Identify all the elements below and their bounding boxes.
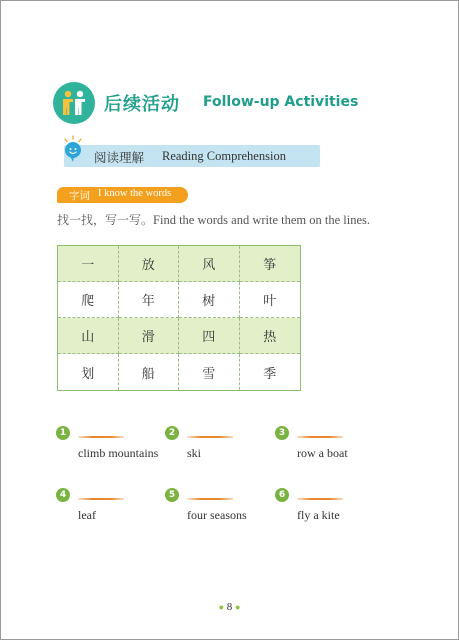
item-number: 1 xyxy=(56,426,70,440)
grid-cell: 四 xyxy=(179,318,240,354)
answer-item xyxy=(165,426,275,466)
grid-cell: 热 xyxy=(240,318,301,354)
answer-blank[interactable] xyxy=(78,436,124,438)
reading-title-en: Reading Comprehension xyxy=(162,149,286,163)
grid-cell: 船 xyxy=(119,354,180,390)
word-tag xyxy=(57,187,188,203)
item-word: four seasons xyxy=(187,508,247,522)
lightbulb-icon xyxy=(60,135,86,165)
grid-cell: 树 xyxy=(179,282,240,318)
item-word: row a boat xyxy=(297,446,348,460)
instruction xyxy=(57,211,370,228)
item-word: leaf xyxy=(78,508,96,522)
dot-left-icon: ● xyxy=(218,602,224,612)
grid-cell: 一 xyxy=(58,246,119,282)
item-number: 2 xyxy=(165,426,179,440)
item-number: 4 xyxy=(56,488,70,502)
answer-item xyxy=(56,426,166,466)
grid-cell: 放 xyxy=(119,246,180,282)
item-number: 6 xyxy=(275,488,289,502)
answer-blank[interactable] xyxy=(187,436,233,438)
item-number: 5 xyxy=(165,488,179,502)
reading-title-cn: 阅读理解 xyxy=(94,150,145,165)
grid-cell: 爬 xyxy=(58,282,119,318)
grid-cell: 雪 xyxy=(179,354,240,390)
grid-cell: 筝 xyxy=(240,246,301,282)
dot-right-icon: ● xyxy=(235,602,241,612)
page-number xyxy=(0,601,459,613)
answer-item xyxy=(165,488,275,528)
item-word: climb mountains xyxy=(78,446,159,460)
instruction-en: Find the words and write them on the lines. xyxy=(153,213,370,227)
tag-label-cn: 字词 xyxy=(69,190,90,202)
answer-item xyxy=(275,426,385,466)
item-word: ski xyxy=(187,446,202,460)
character-grid xyxy=(57,245,301,391)
grid-cell: 山 xyxy=(58,318,119,354)
grid-cell: 季 xyxy=(240,354,301,390)
page-number-value: 8 xyxy=(226,601,233,613)
two-people-icon xyxy=(53,82,95,124)
tag-label-en: I know the words xyxy=(98,188,172,199)
answer-item xyxy=(56,488,166,528)
answer-blank[interactable] xyxy=(297,498,343,500)
answer-blank[interactable] xyxy=(187,498,233,500)
section-title-cn: 后续活动 xyxy=(104,94,180,115)
section-title-en: Follow-up Activities xyxy=(203,94,359,110)
answer-item xyxy=(275,488,385,528)
grid-cell: 年 xyxy=(119,282,180,318)
grid-cell: 叶 xyxy=(240,282,301,318)
item-number: 3 xyxy=(275,426,289,440)
grid-cell: 风 xyxy=(179,246,240,282)
answer-blank[interactable] xyxy=(78,498,124,500)
instruction-cn: 找一找，写一写。 xyxy=(57,213,154,227)
grid-cell: 划 xyxy=(58,354,119,390)
item-word: fly a kite xyxy=(297,508,340,522)
answer-blank[interactable] xyxy=(297,436,343,438)
grid-cell: 滑 xyxy=(119,318,180,354)
